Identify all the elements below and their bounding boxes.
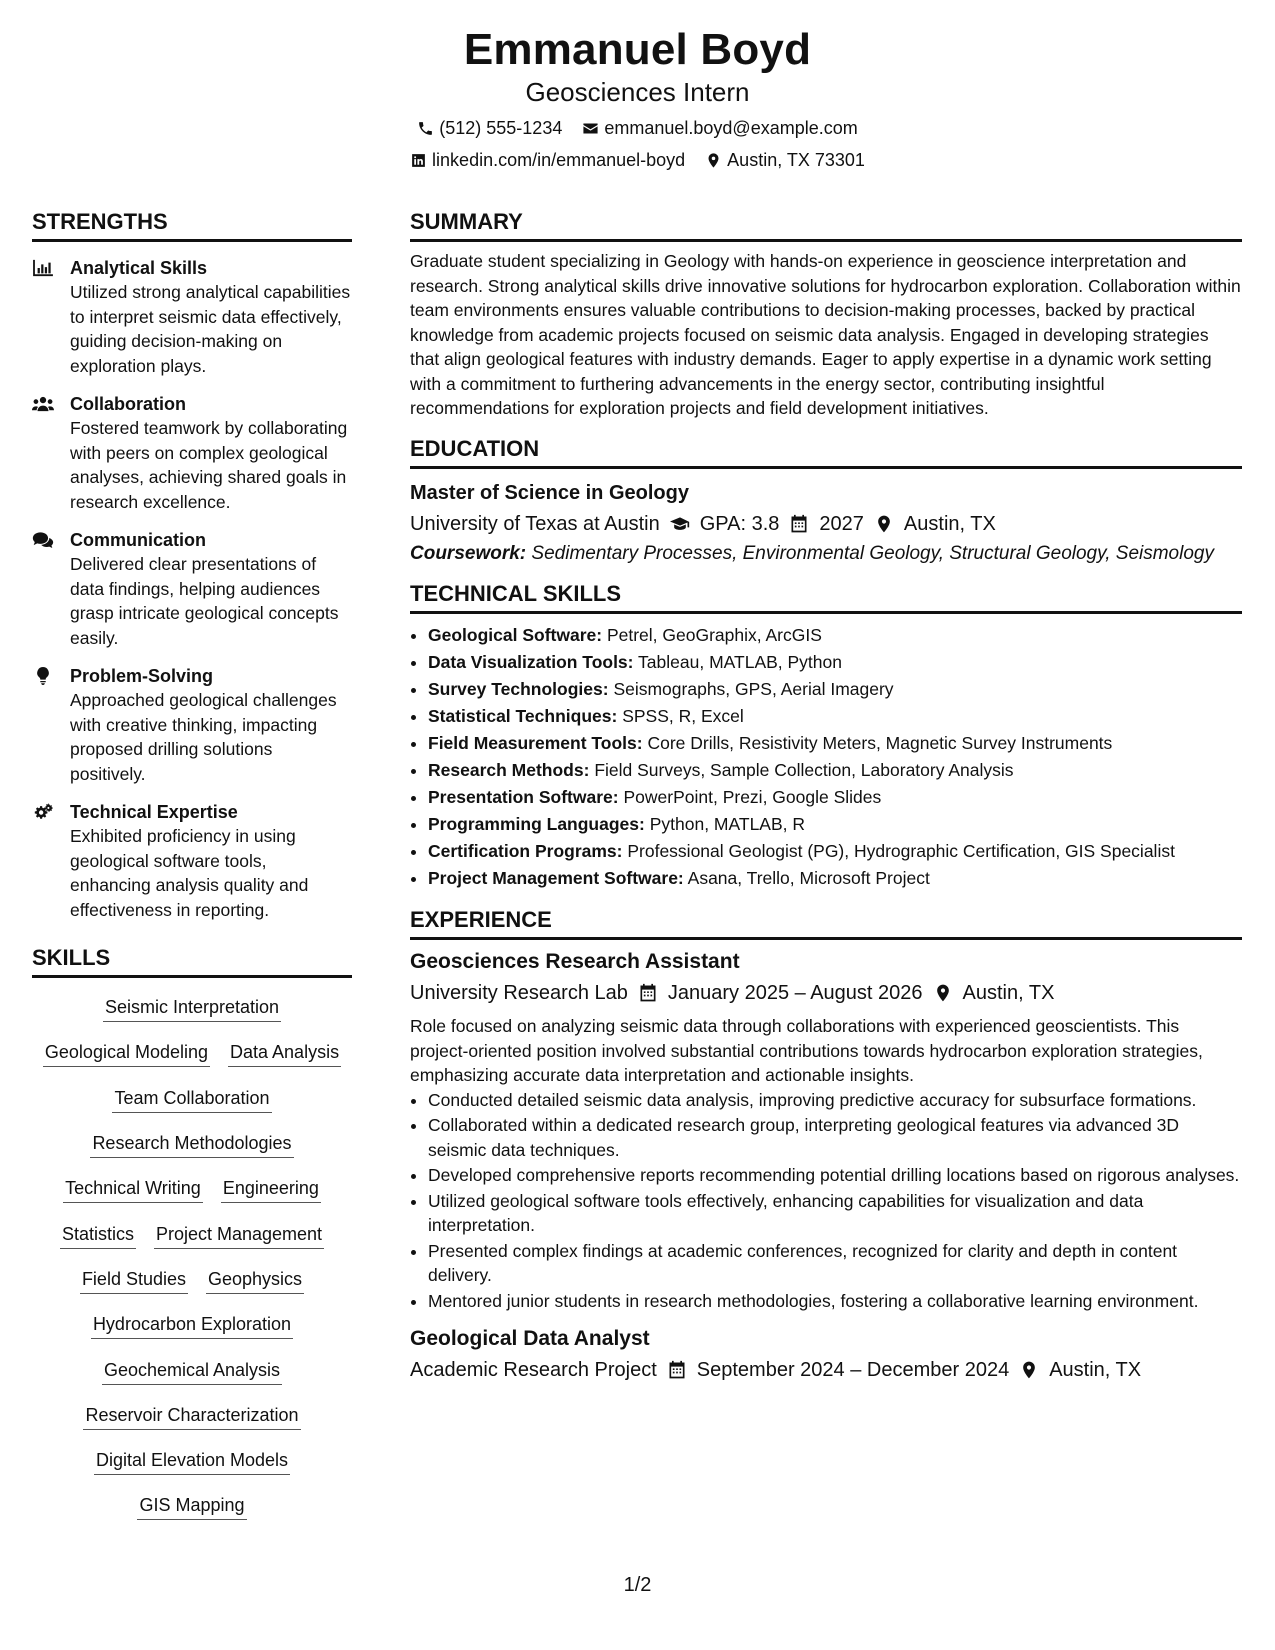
page-number: 1/2 xyxy=(623,1574,652,1596)
location-text: Austin, TX 73301 xyxy=(727,150,865,170)
map-marker-icon xyxy=(1019,1360,1039,1380)
tech-skill-value: Petrel, GeoGraphix, ArcGIS xyxy=(606,624,822,645)
contact-row-1 xyxy=(0,116,1275,140)
phone-text: (512) 555-1234 xyxy=(439,118,563,138)
education-meta xyxy=(410,510,1242,538)
tech-skill-value: Professional Geologist (PG), Hydrographic Certification, GIS Specialist xyxy=(627,841,1175,862)
education-year: 2027 xyxy=(819,512,864,535)
map-marker-icon xyxy=(874,514,894,534)
skill-tag: Field Studies xyxy=(80,1267,188,1294)
list-item xyxy=(428,676,1242,703)
list-item xyxy=(428,838,1242,865)
list-item xyxy=(428,784,1242,811)
list-item: • Collaborated within a dedicated research group, interpreting geological features via advanced 3D seismic data techniques. xyxy=(428,1113,1242,1162)
list-item: • Developed comprehensive reports recommending potential drilling locations based on rigorous analyses. xyxy=(428,1163,1242,1188)
tech-skill-label: Project Management Software: xyxy=(428,868,684,889)
job-meta xyxy=(410,979,1242,1007)
job-org: University Research Lab xyxy=(410,982,628,1005)
candidate-name: Emmanuel Boyd xyxy=(463,25,812,74)
tech-skill-label: Survey Technologies: xyxy=(428,678,609,699)
skill-tag: Statistics xyxy=(60,1222,136,1249)
strengths-heading: STRENGTHS xyxy=(32,208,352,242)
strength-title: Collaboration xyxy=(70,394,186,414)
tech-skill-label: Certification Programs: xyxy=(428,841,623,862)
left-column xyxy=(32,208,352,1530)
summary-heading: SUMMARY xyxy=(410,208,1242,242)
skill-tag: Geophysics xyxy=(206,1267,304,1294)
strength-item xyxy=(32,664,352,786)
linkedin-contact[interactable] xyxy=(410,148,685,172)
strength-desc: Approached geological challenges with creative thinking, impacting proposed drilling solutions positively. xyxy=(70,690,337,784)
skill-tag: Data Analysis xyxy=(228,1040,341,1067)
tech-skill-label: Research Methods: xyxy=(428,759,590,780)
list-item: • Utilized geological software tools effectively, enhancing capabilities for visualization and data interpretation. xyxy=(428,1189,1242,1238)
phone-contact xyxy=(417,116,562,140)
list-item xyxy=(428,649,1242,676)
candidate-title: Geosciences Intern xyxy=(525,77,750,107)
strength-item xyxy=(32,392,352,514)
tech-skill-value: Asana, Trello, Microsoft Project xyxy=(687,868,930,889)
technical-skills-list xyxy=(410,622,1242,893)
job-location: Austin, TX xyxy=(962,982,1055,1005)
linkedin-icon xyxy=(410,152,427,169)
tech-skill-value: Core Drills, Resistivity Meters, Magnetic Survey Instruments xyxy=(647,732,1113,753)
map-marker-icon xyxy=(705,152,722,169)
linkedin-text: linkedin.com/in/emmanuel-boyd xyxy=(432,150,686,170)
gears-icon xyxy=(32,803,54,821)
list-item xyxy=(428,622,1242,649)
strength-desc: Delivered clear presentations of data findings, helping audiences grasp intricate geological concepts easily. xyxy=(70,554,339,648)
resume-header xyxy=(0,24,1275,172)
technical-skills-heading: TECHNICAL SKILLS xyxy=(410,580,1242,614)
calendar-icon xyxy=(789,514,809,534)
strength-title: Problem-Solving xyxy=(70,666,214,686)
job-meta xyxy=(410,1356,1242,1384)
job-location: Austin, TX xyxy=(1049,1359,1142,1382)
strength-title: Communication xyxy=(70,530,207,550)
tech-skill-value: SPSS, R, Excel xyxy=(622,705,744,726)
skill-tag: Research Methodologies xyxy=(90,1131,293,1158)
skill-tag: Technical Writing xyxy=(63,1176,203,1203)
bar-chart-icon xyxy=(32,259,54,277)
strength-item xyxy=(32,528,352,650)
skill-tag: Geochemical Analysis xyxy=(102,1358,282,1385)
tech-skill-value: Seismographs, GPS, Aerial Imagery xyxy=(613,678,894,699)
strength-title: Technical Expertise xyxy=(70,802,238,822)
list-item xyxy=(428,757,1242,784)
education-location: Austin, TX xyxy=(903,512,996,535)
summary-text: Graduate student specializing in Geology with hands-on experience in geoscience interpretation and research. Strong analytical skills drive innovative solutions for hydrocarbon exploration. Collaboration within team environments ensures valuable contributions to decision-making processes, backed by practical knowledge from academic projects focused on seismic data analysis. Engaged in developing strategies that align geological features with industry demands. Eager to apply expertise in a dynamic work setting with a commitment to furthering advancements in the energy sector, contributing insightful recommendations for exploration projects and field development initiatives. xyxy=(410,251,1241,418)
strength-title: Analytical Skills xyxy=(70,258,208,278)
tech-skill-value: Python, MATLAB, R xyxy=(649,814,806,835)
tech-skill-label: Programming Languages: xyxy=(428,814,645,835)
skill-tag: Hydrocarbon Exploration xyxy=(91,1312,293,1339)
tech-skill-label: Geological Software: xyxy=(428,624,603,645)
skill-tag: Digital Elevation Models xyxy=(94,1448,290,1475)
list-item xyxy=(428,730,1242,757)
calendar-icon xyxy=(667,1360,687,1380)
education-gpa: GPA: 3.8 xyxy=(699,512,780,535)
education-heading: EDUCATION xyxy=(410,435,1242,469)
job-description: Role focused on analyzing seismic data through collaborations with experienced geoscientists. This project-oriented position involved substantial contributions towards hydrocarbon exploration strategies, emphasizing accurate data interpretation and actionable insights. xyxy=(410,1016,1203,1086)
right-column xyxy=(410,208,1242,1384)
job-dates: January 2025 – August 2026 xyxy=(667,982,923,1005)
skill-tag: GIS Mapping xyxy=(137,1493,246,1520)
strength-desc: Exhibited proficiency in using geological software tools, enhancing analysis quality and effectiveness in reporting. xyxy=(70,826,309,920)
tech-skill-label: Field Measurement Tools: xyxy=(428,732,643,753)
skill-tag: Engineering xyxy=(221,1176,321,1203)
skill-tag: Project Management xyxy=(154,1222,324,1249)
graduation-cap-icon xyxy=(670,514,690,534)
calendar-icon xyxy=(638,983,658,1003)
map-marker-icon xyxy=(933,983,953,1003)
education-school: University of Texas at Austin xyxy=(410,512,660,535)
tech-skill-label: Presentation Software: xyxy=(428,787,619,808)
list-item: • Mentored junior students in research methodologies, fostering a collaborative learning environment. xyxy=(428,1289,1242,1314)
job-title: Geological Data Analyst xyxy=(410,1327,650,1351)
location-contact xyxy=(705,148,865,172)
coursework-list: Sedimentary Processes, Environmental Geology, Structural Geology, Seismology xyxy=(531,542,1214,564)
education-coursework xyxy=(410,542,1242,566)
tech-skill-value: Tableau, MATLAB, Python xyxy=(638,651,842,672)
tech-skill-value: Field Surveys, Sample Collection, Laboratory Analysis xyxy=(594,759,1014,780)
job-dates: September 2024 – December 2024 xyxy=(696,1359,1010,1382)
education-degree: Master of Science in Geology xyxy=(410,481,689,504)
users-icon xyxy=(32,395,54,413)
phone-icon xyxy=(417,120,434,137)
list-item: • Presented complex findings at academic conferences, recognized for clarity and depth in content delivery. xyxy=(428,1239,1242,1288)
list-item xyxy=(428,811,1242,838)
list-item xyxy=(428,865,1242,892)
skills-list xyxy=(32,986,352,1530)
email-text: emmanuel.boyd@example.com xyxy=(604,118,858,138)
list-item: • Conducted detailed seismic data analysis, improving predictive accuracy for subsurface formations. xyxy=(428,1088,1242,1113)
tech-skill-value: PowerPoint, Prezi, Google Slides xyxy=(623,787,882,808)
envelope-icon xyxy=(582,120,599,137)
strength-desc: Fostered teamwork by collaborating with peers on complex geological analyses, achieving shared goals in research excellence. xyxy=(70,418,348,512)
list-item xyxy=(428,703,1242,730)
skills-heading: SKILLS xyxy=(32,944,352,978)
tech-skill-label: Statistical Techniques: xyxy=(428,705,618,726)
job-bullets xyxy=(410,1088,1242,1314)
lightbulb-icon xyxy=(32,667,54,685)
skill-tag: Reservoir Characterization xyxy=(83,1403,300,1430)
experience-heading: EXPERIENCE xyxy=(410,906,1242,940)
tech-skill-label: Data Visualization Tools: xyxy=(428,651,634,672)
comments-icon xyxy=(32,531,54,549)
coursework-label: Coursework: xyxy=(410,542,527,564)
email-contact[interactable] xyxy=(582,116,857,140)
skill-tag: Team Collaboration xyxy=(112,1086,271,1113)
strength-item xyxy=(32,800,352,922)
contact-row-2 xyxy=(0,148,1275,172)
skill-tag: Seismic Interpretation xyxy=(103,995,281,1022)
job-title: Geosciences Research Assistant xyxy=(410,950,740,974)
skill-tag: Geological Modeling xyxy=(43,1040,210,1067)
job-org: Academic Research Project xyxy=(410,1359,657,1382)
strength-desc: Utilized strong analytical capabilities to interpret seismic data effectively, guiding decision-making on exploration plays. xyxy=(70,282,351,376)
strength-item xyxy=(32,256,352,378)
